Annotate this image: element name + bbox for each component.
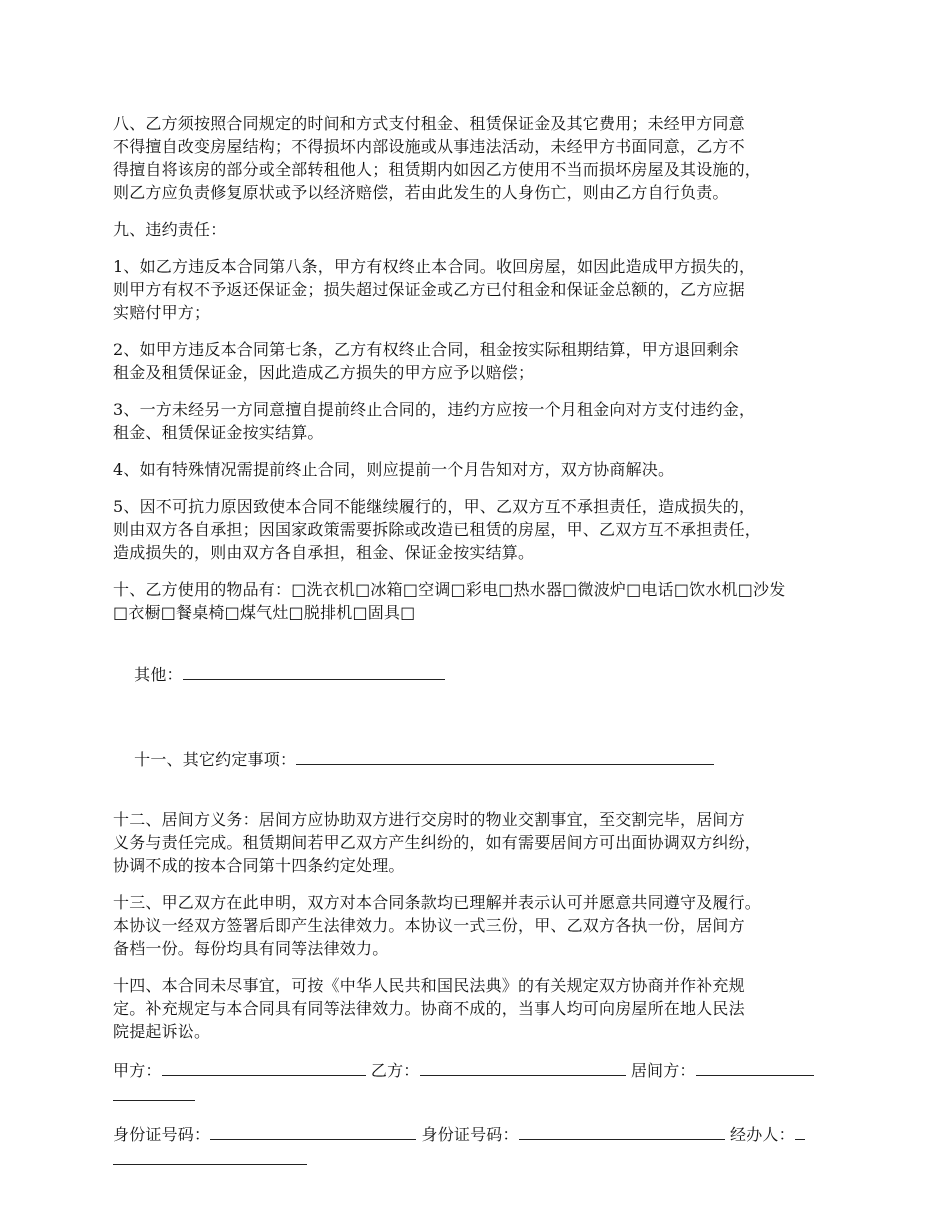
paragraph-clause-10 <box>113 578 843 624</box>
paragraph-line: 协调不成的按本合同第十四条约定处理。 <box>113 856 405 875</box>
paragraph-line: 八、乙方须按照合同规定的时间和方式支付租金、租赁保证金及其它费用；未经甲方同意 <box>113 114 745 133</box>
id-a-blank[interactable] <box>210 1121 416 1140</box>
paragraph-clause-13 <box>113 891 843 960</box>
other-terms-blank[interactable] <box>296 746 714 765</box>
paragraph-line: 5、因不可抗力原因致使本合同不能继续履行的，甲、乙双方互不承担责任，造成损失的， <box>113 497 756 516</box>
paragraph-clause-14 <box>113 974 843 1043</box>
contract-page <box>113 112 843 1185</box>
party-a-blank[interactable] <box>162 1057 366 1076</box>
paragraph-line: 备档一份。每份均具有同等法律效力。 <box>113 939 389 958</box>
agent-blank[interactable] <box>795 1121 805 1140</box>
paragraph-clause-8 <box>113 112 843 204</box>
paragraph-line: 本协议一经双方签署后即产生法律效力。本协议一式三份，甲、乙双方各执一份，居间方 <box>113 916 745 935</box>
party-b-blank[interactable] <box>420 1057 626 1076</box>
others-blank[interactable] <box>183 661 445 680</box>
paragraph-line: 则由双方各自承担；因国家政策需要拆除或改造已租赁的房屋，甲、乙双方互不承担责任， <box>113 520 762 539</box>
paragraph-clause-9-4 <box>113 458 843 481</box>
paragraph-line: 3、一方未经另一方同意擅自提前终止合同的，违约方应按一个月租金向对方支付违约金， <box>113 400 756 419</box>
agent-label: 经办人： <box>730 1125 795 1144</box>
intermediary-blank-continued[interactable] <box>113 1082 195 1101</box>
agent-blank-continued[interactable] <box>113 1146 307 1165</box>
others-field <box>113 638 843 709</box>
id-b-label: 身份证号码： <box>421 1125 519 1144</box>
paragraph-line: 十四、本合同未尽事宜，可按《中华人民共和国民法典》的有关规定双方协商并作补充规 <box>113 976 745 995</box>
paragraph-line: 十、乙方使用的物品有：□洗衣机□冰箱□空调□彩电□热水器□微波炉□电话□饮水机□沙发 <box>113 580 786 599</box>
paragraph-line: □衣橱□餐桌椅□煤气灶□脱排机□固具□ <box>113 603 416 622</box>
paragraph-clause-12 <box>113 808 843 877</box>
paragraph-line: 义务与责任完成。租赁期间若甲乙双方产生纠纷的，如有需要居间方可出面协调双方纠纷， <box>113 833 762 852</box>
party-a-label: 甲方： <box>113 1061 162 1080</box>
paragraph-clause-9-2 <box>113 338 843 384</box>
paragraph-clause-9-3 <box>113 398 843 444</box>
party-b-label: 乙方： <box>370 1061 420 1080</box>
paragraph-line: 定。补充规定与本合同具有同等法律效力。协商不成的，当事人均可向房屋所在地人民法 <box>113 999 745 1018</box>
paragraph-line: 实赔付甲方； <box>113 303 211 322</box>
paragraph-clause-9-5 <box>113 495 843 564</box>
others-label: 其他： <box>134 665 183 684</box>
paragraph-line: 4、如有特殊情况需提前终止合同，则应提前一个月告知对方，双方协商解决。 <box>113 460 675 479</box>
id-a-label: 身份证号码： <box>113 1125 211 1144</box>
paragraph-line: 造成损失的，则由双方各自承担，租金、保证金按实结算。 <box>113 543 535 562</box>
other-terms-label: 十一、其它约定事项： <box>134 750 297 769</box>
paragraph-line: 不得擅自改变房屋结构；不得损坏内部设施或从事违法活动，未经甲方书面同意，乙方不 <box>113 137 745 156</box>
signature-row <box>113 1057 843 1107</box>
paragraph-line: 院提起诉讼。 <box>113 1022 211 1041</box>
paragraph-clause-9-1 <box>113 255 843 324</box>
paragraph-line: 九、违约责任： <box>113 220 227 239</box>
paragraph-line: 1、如乙方违反本合同第八条，甲方有权终止本合同。收回房屋，如因此造成甲方损失的， <box>113 257 756 276</box>
paragraph-clause-9-title <box>113 218 843 241</box>
intermediary-blank[interactable] <box>696 1057 814 1076</box>
intermediary-label: 居间方： <box>630 1061 696 1080</box>
paragraph-line: 得擅自将该房的部分或全部转租他人；租赁期内如因乙方使用不当而损坏房屋及其设施的， <box>113 160 762 179</box>
paragraph-line: 十三、甲乙双方在此申明，双方对本合同条款均已理解并表示认可并愿意共同遵守及履行。 <box>113 893 762 912</box>
paragraph-line: 租金、租赁保证金按实结算。 <box>113 423 324 442</box>
paragraph-line: 则乙方应负责修复原状或予以经济赔偿，若由此发生的人身伤亡，则由乙方自行负责。 <box>113 183 729 202</box>
other-terms-field <box>113 723 843 794</box>
paragraph-line: 则甲方有权不予返还保证金；损失超过保证金或乙方已付租金和保证金总额的，乙方应据 <box>113 280 745 299</box>
paragraph-line: 租金及租赁保证金，因此造成乙方损失的甲方应予以赔偿； <box>113 363 535 382</box>
paragraph-line: 十二、居间方义务：居间方应协助双方进行交房时的物业交割事宜，至交割完毕，居间方 <box>113 810 745 829</box>
id-b-blank[interactable] <box>519 1121 725 1140</box>
paragraph-line: 2、如甲方违反本合同第七条，乙方有权终止合同，租金按实际租期结算，甲方退回剩余 <box>113 340 739 359</box>
id-row <box>113 1121 843 1171</box>
